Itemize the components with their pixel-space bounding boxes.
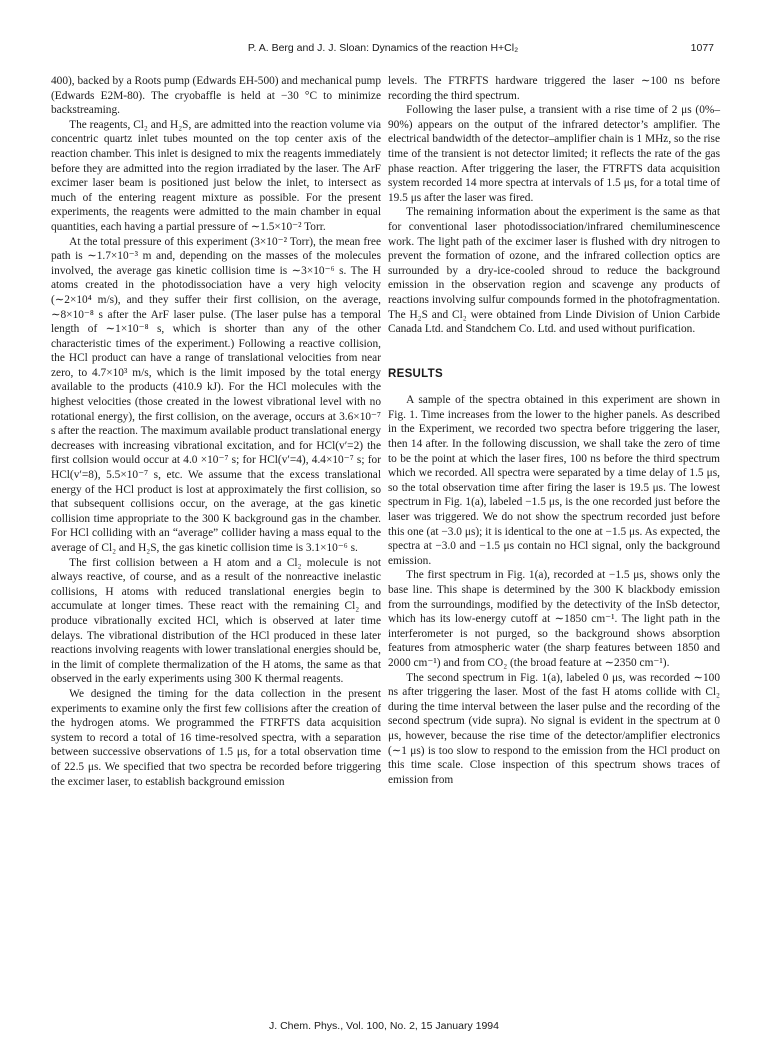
paragraph: We designed the timing for the data collection in the present experiments to examine only the first few collisions after the creation of the hydrogen atoms. We programmed the FTRFTS data acquisition system to record a total of 16 time-resolved spectra, with a separation between successive observations of 1.5 μs, for a total observation time of 22.5 μs. We specified that two spectra be recorded before triggering the excimer laser, to establish background emission — [51, 687, 381, 788]
paragraph: The remaining information about the experiment is the same as that for conventional laser photodissociation/infrared chemiluminescence work. The light path of the excimer laser is flushed with dry nitrogen to prevent the formation of ozone, and the infrared collection optics are surrounded by a dry-ice-cooled shroud to reduce the background emission in the observation region and scavenge any products of reactions involving sulfur compounds formed in the photofragmentation. The H₂S and Cl₂ were obtained from Linde Division of Union Carbide Canada Ltd. and Standchem Co. Ltd. and used without purification. — [388, 206, 720, 336]
paragraph: Following the laser pulse, a transient with a rise time of 2 μs (0%–90%) appears on the output of the infrared detector’s amplifier. The electrical bandwidth of the detector–amplifier chain is 1 MHz, so the rise time of the transient is not detector limited; it reflects the rate of the gas phase reaction. After triggering the laser, the FTRFTS data acquisition system recorded 14 more spectra at intervals of 1.5 μs, for a total time of 19.5 μs after the laser was fired. — [388, 104, 721, 204]
running-title: P. A. Berg and J. J. Sloan: Dynamics of the reaction H+Cl₂ — [247, 42, 519, 54]
page-number: 1077 — [690, 42, 714, 54]
paragraph: The second spectrum in Fig. 1(a), labeled 0 μs, was recorded ∼100 ns after triggering the laser. Most of the fast H atoms collide with Cl₂ during the time interval between the laser pulse and the recording of the second spectrum (vide supra). No signal is evident in the spectrum at 0 μs, however, because the rise time of the detector/amplifier electronics (∼1 μs) is too slow to respond to the emission from the HCl product on this time scale. Close inspection of this spectrum shows traces of emission from — [388, 671, 720, 786]
left-column — [51, 74, 381, 789]
journal-citation-footer: J. Chem. Phys., Vol. 100, No. 2, 15 January 1994 — [269, 1020, 499, 1032]
paragraph: 400), backed by a Roots pump (Edwards EH-500) and mechanical pump (Edwards E2M-80). The cryobaffle is held at −30 °C to minimize backstreaming. — [51, 75, 381, 117]
paragraph: The first spectrum in Fig. 1(a), recorded at −1.5 μs, shows only the base line. This shape is determined by the 300 K blackbody emission from the surroundings, modified by the detectivity of the InSb detector, which has its low-energy cutoff at ∼1850 cm⁻¹. The light path in the interferometer is not purged, so the background shows absorption features from atmospheric water (the sharp features between 1850 and 2000 cm⁻¹) and from CO₂ (the broad feature at ∼2350 cm⁻¹). — [388, 569, 720, 669]
paragraph: levels. The FTRFTS hardware triggered the laser ∼100 ns before recording the third spectrum. — [388, 75, 720, 102]
running-header — [52, 42, 714, 58]
section-heading-results: RESULTS — [388, 367, 443, 380]
right-column — [388, 74, 720, 787]
paragraph: The first collision between a H atom and a Cl₂ molecule is not always reactive, of course, and as a result of the nonreactive inelastic collisions, H atoms with reduced translational energies begin to accumulate at longer times. These react with the remaining Cl₂ and produce vibrationally excited HCl, which is observed at later time delays. The vibrational distribution of the HCl produced in these later reactions involving reagents with lower translational energies should be, in the limit of complete thermalization of the H atoms, the same as that observed in the early experiments using 300 K thermal reagents. — [51, 556, 381, 686]
paragraph: The reagents, Cl₂ and H₂S, are admitted into the reaction volume via concentric quartz inlet tubes mounted on the top center axis of the reaction chamber. This inlet is designed to mix the reagents immediately before they are admitted into the region irradiated by the laser. The ArF excimer laser beam is positioned just below the inlet, to intersect as much of the entering reagent mixture as possible. For the present experiments, the reagents were admitted to the main chamber in equal quantities, each having a partial pressure of ∼1.5×10⁻² Torr. — [51, 118, 381, 233]
paragraph: At the total pressure of this experiment (3×10⁻² Torr), the mean free path is ∼1.7×10⁻³ m and, depending on the masses of the molecules involved, the average gas kinetic collision time is ∼3×10⁻⁶ s. The H atoms created in the photodissociation have a very high velocity (∼2×10⁴ m/s), and they suffer their first collision, on the average, ∼8×10⁻⁸ s after the ArF laser pulse. (The laser pulse has a temporal length of ∼1×10⁻⁸ s, which is shorter than any of the other characteristic times of the experiment.) Following a reactive collision, the HCl product can have a range of translational velocities from near zero, to 4.7×10³ m/s, which is the limit imposed by the total energy available to the products (410.9 kJ). For the HCl molecules with the highest velocities (those created in the lowest vibrational level with no rotational energy), the first collision, on the average, occurs at 3.6×10⁻⁷ s after the reaction. The maximum available product translational energy decreases with increasing vibrational excitation, and for HCl(v′=2) the first collsion would occur at 4.0 ×10⁻⁷ s; for HCl(v′=4), 4.4×10⁻⁷ s; for HCl(v′=8), 5.5×10⁻⁷ s, etc. We assume that the excess translational energy of the HCl product is lost at approximately the first collision, so that subsequent collisions occur, on the average, at the gas kinetic collision time appropriate to the 300 K background gas in the chamber. For HCl colliding with an “average” collider having a mass equal to the average of Cl₂ and H₂S, the gas kinetic collision time is 3.1×10⁻⁶ s. — [51, 235, 381, 554]
paragraph: A sample of the spectra obtained in this experiment are shown in Fig. 1. Time increases from the lower to the higher panels. As described in the Experiment, we recorded two spectra before triggering the laser, then 14 after. In the following discussion, we shall take the zero of time to be the point at which the laser fires, 100 ns before the third spectrum which we recorded. All spectra were separated by a time delay of 1.5 μs, so the total observation time after firing the laser is 19.5 μs. The lowest spectrum in Fig. 1(a), labeled −1.5 μs, is the one recorded just before the laser was triggered. We do not show the spectrum recorded just before this one (at −3.0 μs); it is identical to the one at −1.5 μs. As expected, the spectra at −3.0 and −1.5 μs contain no HCl signal, only the background emission. — [388, 394, 720, 567]
